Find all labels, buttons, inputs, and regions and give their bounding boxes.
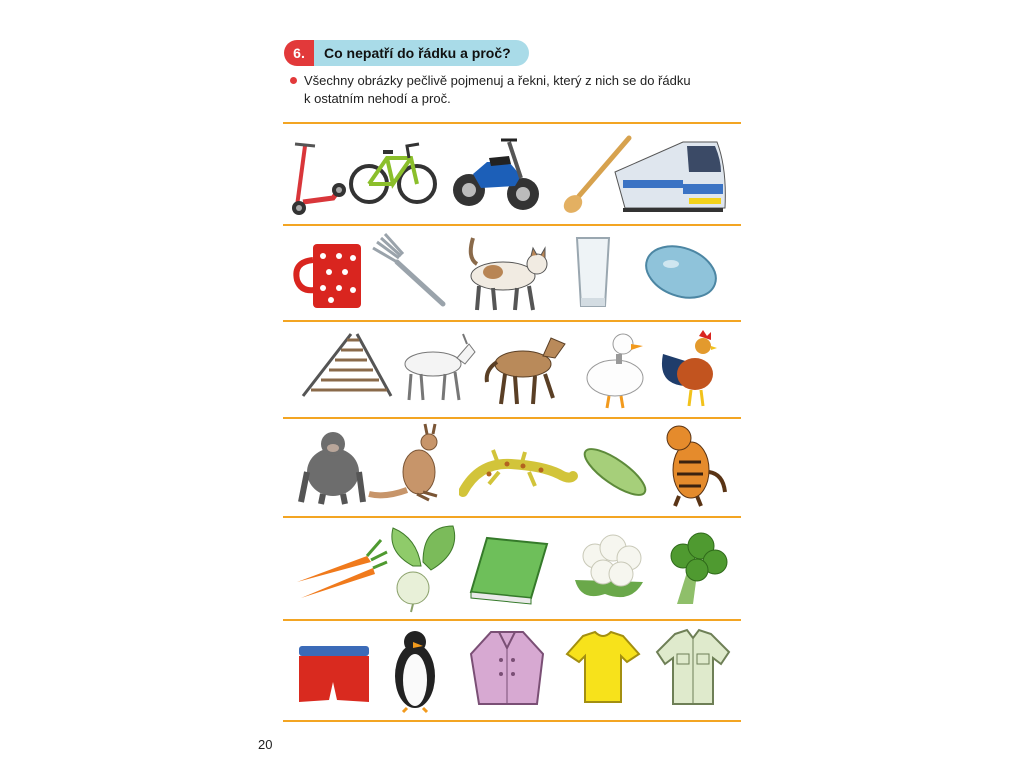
picture-row-1 <box>283 128 741 222</box>
task-instruction <box>304 72 724 108</box>
motorcycle-icon[interactable] <box>451 128 539 222</box>
shorts-icon[interactable] <box>293 624 381 718</box>
book-icon[interactable] <box>465 522 553 616</box>
instruction-line-2: k ostatním nehodí a proč. <box>304 91 451 106</box>
coat-icon[interactable] <box>467 624 555 718</box>
mug-icon[interactable] <box>287 228 375 322</box>
row-divider <box>283 516 741 518</box>
train-icon[interactable] <box>613 128 733 222</box>
picture-row-2 <box>283 228 741 322</box>
row-divider <box>283 619 741 621</box>
bullet-icon <box>290 77 297 84</box>
picture-row-6 <box>283 624 741 718</box>
row-divider <box>283 122 741 124</box>
kohlrabi-icon[interactable] <box>383 522 471 616</box>
task-title: Co nepatří do řádku a proč? <box>314 40 529 66</box>
shirt-icon[interactable] <box>653 624 741 718</box>
instruction-line-1: Všechny obrázky pečlivě pojmenuj a řekni, který z nich se do řádku <box>304 73 691 88</box>
broccoli-icon[interactable] <box>657 522 745 616</box>
task-header <box>284 40 529 66</box>
cucumber-icon[interactable] <box>575 422 663 516</box>
page-number: 20 <box>258 737 273 752</box>
railway-track-icon[interactable] <box>297 324 393 418</box>
horse-icon[interactable] <box>481 324 569 418</box>
picture-row-3 <box>283 324 741 418</box>
row-divider <box>283 720 741 722</box>
duck-icon[interactable] <box>579 324 667 418</box>
kangaroo-icon[interactable] <box>367 422 455 516</box>
bicycle-icon[interactable] <box>349 128 437 222</box>
glass-icon[interactable] <box>565 228 653 322</box>
cat-icon[interactable] <box>463 228 551 322</box>
gecko-icon[interactable] <box>459 422 579 516</box>
task-number: 6. <box>284 40 314 66</box>
tiger-icon[interactable] <box>651 422 739 516</box>
rooster-icon[interactable] <box>655 324 743 418</box>
pot-lid-icon[interactable] <box>641 228 729 322</box>
penguin-icon[interactable] <box>379 624 467 718</box>
picture-row-4 <box>283 422 741 516</box>
carrots-icon[interactable] <box>289 522 389 616</box>
picture-row-5 <box>283 522 741 616</box>
t-shirt-icon[interactable] <box>563 624 651 718</box>
row-divider <box>283 224 741 226</box>
goat-icon[interactable] <box>393 324 481 418</box>
fork-icon[interactable] <box>367 228 455 322</box>
cauliflower-icon[interactable] <box>571 522 659 616</box>
